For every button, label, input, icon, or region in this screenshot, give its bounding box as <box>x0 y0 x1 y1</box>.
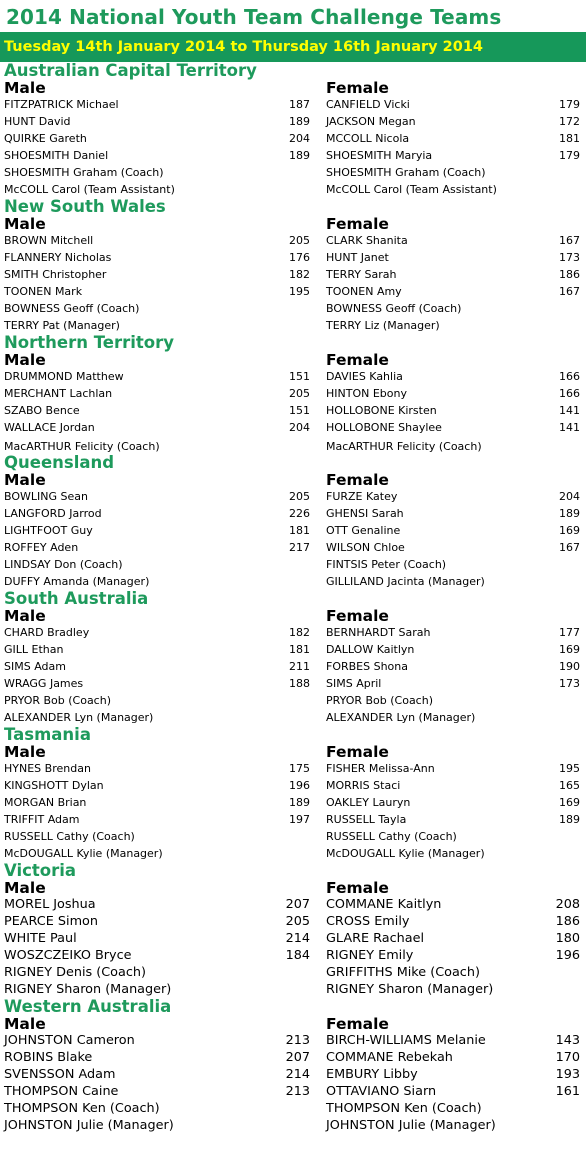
list-item <box>4 1118 310 1133</box>
list-item <box>326 965 580 980</box>
list-item <box>4 403 310 418</box>
male-heading: Male <box>4 79 46 97</box>
player-height: 189 <box>559 813 580 826</box>
list-item <box>326 489 580 504</box>
player-name: LIGHTFOOT Guy <box>4 524 93 537</box>
list-item <box>4 931 310 946</box>
list-item <box>4 318 310 333</box>
player-height: 211 <box>289 660 310 673</box>
player-name: DRUMMOND Matthew <box>4 370 124 383</box>
player-name: JACKSON Megan <box>326 115 416 128</box>
list-item <box>4 659 310 674</box>
player-name: SZABO Bence <box>4 404 80 417</box>
list-item <box>326 182 580 197</box>
player-height: 172 <box>559 115 580 128</box>
player-name: RUSSELL Cathy (Coach) <box>326 830 457 843</box>
player-height: 186 <box>555 914 580 929</box>
list-item <box>4 301 310 316</box>
list-item <box>326 114 580 129</box>
player-height: 169 <box>559 796 580 809</box>
player-name: PRYOR Bob (Coach) <box>4 694 111 707</box>
female-heading: Female <box>326 879 389 897</box>
female-heading: Female <box>326 607 389 625</box>
player-name: OTT Genaline <box>326 524 401 537</box>
list-item <box>326 1050 580 1065</box>
player-name: TOONEN Mark <box>4 285 83 298</box>
player-name: MOREL Joshua <box>4 897 96 912</box>
player-height: 195 <box>559 762 580 775</box>
player-name: DALLOW Kaitlyn <box>326 643 415 656</box>
list-item <box>326 948 580 963</box>
player-name: ALEXANDER Lyn (Manager) <box>4 711 154 724</box>
female-heading: Female <box>326 743 389 761</box>
player-name: GILL Ethan <box>4 643 64 656</box>
player-height: 205 <box>289 387 310 400</box>
player-name: RIGNEY Sharon (Manager) <box>4 982 172 997</box>
list-item <box>4 948 310 963</box>
list-item <box>326 693 580 708</box>
player-name: MacARTHUR Felicity (Coach) <box>326 440 482 453</box>
player-name: SIMS April <box>326 677 382 690</box>
player-name: McCOLL Carol (Team Assistant) <box>326 183 497 196</box>
player-name: SHOESMITH Maryia <box>326 149 433 162</box>
player-name: PEARCE Simon <box>4 914 98 929</box>
player-name: SIMS Adam <box>4 660 66 673</box>
list-item <box>326 250 580 265</box>
player-name: TERRY Pat (Manager) <box>4 319 120 332</box>
list-item <box>4 131 310 146</box>
player-name: PRYOR Bob (Coach) <box>326 694 433 707</box>
player-height: 182 <box>289 626 310 639</box>
player-name: ALEXANDER Lyn (Manager) <box>326 711 476 724</box>
list-item <box>4 778 310 793</box>
list-item <box>326 574 580 589</box>
player-height: 161 <box>555 1084 580 1099</box>
list-item <box>4 812 310 827</box>
player-name: COMMANE Rebekah <box>326 1050 453 1065</box>
player-name: GRIFFITHS Mike (Coach) <box>326 965 480 980</box>
player-height: 184 <box>285 948 310 963</box>
list-item <box>4 795 310 810</box>
list-item <box>326 778 580 793</box>
player-height: 141 <box>559 421 580 434</box>
player-height: 195 <box>289 285 310 298</box>
list-item <box>326 148 580 163</box>
list-item <box>326 540 580 555</box>
player-height: 226 <box>289 507 310 520</box>
list-item <box>4 540 310 555</box>
player-name: WOSZCZEIKO Bryce <box>4 948 132 963</box>
list-item <box>326 1118 580 1133</box>
player-name: LINDSAY Don (Coach) <box>4 558 123 571</box>
female-heading: Female <box>326 79 389 97</box>
player-height: 169 <box>559 643 580 656</box>
player-name: HYNES Brendan <box>4 762 91 775</box>
list-item <box>4 982 310 997</box>
player-name: WRAGG James <box>4 677 84 690</box>
player-height: 186 <box>559 268 580 281</box>
state-name: New South Wales <box>4 197 166 216</box>
list-item <box>4 1084 310 1099</box>
player-name: SVENSSON Adam <box>4 1067 116 1082</box>
player-height: 182 <box>289 268 310 281</box>
list-item <box>4 165 310 180</box>
player-name: McDOUGALL Kylie (Manager) <box>4 847 163 860</box>
page-title: 2014 National Youth Team Challenge Teams <box>6 5 502 29</box>
player-height: 205 <box>285 914 310 929</box>
player-height: 204 <box>559 490 580 503</box>
player-name: HUNT David <box>4 115 71 128</box>
player-height: 170 <box>555 1050 580 1065</box>
list-item <box>326 846 580 861</box>
player-height: 189 <box>289 115 310 128</box>
state-name: Western Australia <box>4 997 172 1016</box>
player-height: 193 <box>555 1067 580 1082</box>
list-item <box>4 386 310 401</box>
list-item <box>326 625 580 640</box>
player-name: CROSS Emily <box>326 914 410 929</box>
player-name: KINGSHOTT Dylan <box>4 779 104 792</box>
player-height: 179 <box>559 149 580 162</box>
player-name: DAVIES Kahlia <box>326 370 403 383</box>
player-name: BOWLING Sean <box>4 490 88 503</box>
list-item <box>4 369 310 384</box>
list-item <box>326 761 580 776</box>
list-item <box>326 914 580 929</box>
list-item <box>4 267 310 282</box>
player-name: CHARD Bradley <box>4 626 90 639</box>
player-height: 208 <box>555 897 580 912</box>
player-height: 151 <box>289 370 310 383</box>
list-item <box>4 557 310 572</box>
list-item <box>326 659 580 674</box>
player-name: HINTON Ebony <box>326 387 407 400</box>
list-item <box>4 489 310 504</box>
list-item <box>4 965 310 980</box>
list-item <box>326 829 580 844</box>
list-item <box>4 846 310 861</box>
player-name: DUFFY Amanda (Manager) <box>4 575 150 588</box>
list-item <box>4 693 310 708</box>
player-name: OAKLEY Lauryn <box>326 796 411 809</box>
list-item <box>326 267 580 282</box>
player-name: RIGNEY Denis (Coach) <box>4 965 146 980</box>
list-item <box>326 318 580 333</box>
player-name: BIRCH-WILLIAMS Melanie <box>326 1033 486 1048</box>
state-name: Victoria <box>4 861 77 880</box>
player-height: 214 <box>285 1067 310 1082</box>
player-name: WHITE Paul <box>4 931 77 946</box>
state-name: Australian Capital Territory <box>4 61 257 80</box>
player-name: RIGNEY Emily <box>326 948 414 963</box>
player-name: MCCOLL Nicola <box>326 132 410 145</box>
female-heading: Female <box>326 351 389 369</box>
list-item <box>4 642 310 657</box>
player-name: MacARTHUR Felicity (Coach) <box>4 440 160 453</box>
player-name: HOLLOBONE Kirsten <box>326 404 437 417</box>
list-item <box>4 182 310 197</box>
player-name: TERRY Liz (Manager) <box>326 319 440 332</box>
player-name: THOMPSON Ken (Coach) <box>326 1101 482 1116</box>
player-name: RUSSELL Tayla <box>326 813 407 826</box>
player-name: COMMANE Kaitlyn <box>326 897 442 912</box>
list-item <box>4 439 310 454</box>
male-heading: Male <box>4 607 46 625</box>
player-name: SHOESMITH Daniel <box>4 149 109 162</box>
list-item <box>4 114 310 129</box>
player-name: THOMPSON Ken (Coach) <box>4 1101 160 1116</box>
player-height: 167 <box>559 541 580 554</box>
player-name: FLANNERY Nicholas <box>4 251 112 264</box>
player-height: 207 <box>285 1050 310 1065</box>
player-name: BROWN Mitchell <box>4 234 94 247</box>
player-height: 181 <box>289 643 310 656</box>
list-item <box>4 829 310 844</box>
player-name: GLARE Rachael <box>326 931 425 946</box>
player-name: BOWNESS Geoff (Coach) <box>326 302 462 315</box>
list-item <box>4 914 310 929</box>
list-item <box>326 420 580 435</box>
player-name: FORBES Shona <box>326 660 409 673</box>
list-item <box>4 1033 310 1048</box>
player-name: HOLLOBONE Shaylee <box>326 421 442 434</box>
player-name: WALLACE Jordan <box>4 421 95 434</box>
list-item <box>326 386 580 401</box>
list-item <box>326 131 580 146</box>
list-item <box>326 931 580 946</box>
list-item <box>326 369 580 384</box>
player-height: 165 <box>559 779 580 792</box>
player-height: 207 <box>285 897 310 912</box>
player-name: BOWNESS Geoff (Coach) <box>4 302 140 315</box>
player-name: WILSON Chloe <box>326 541 405 554</box>
state-name: Northern Territory <box>4 333 175 352</box>
player-height: 143 <box>555 1033 580 1048</box>
list-item <box>4 574 310 589</box>
player-height: 181 <box>289 524 310 537</box>
player-height: 176 <box>289 251 310 264</box>
player-height: 169 <box>559 524 580 537</box>
player-name: MERCHANT Lachlan <box>4 387 113 400</box>
list-item <box>326 301 580 316</box>
male-heading: Male <box>4 1015 46 1033</box>
list-item <box>4 250 310 265</box>
player-height: 190 <box>559 660 580 673</box>
male-heading: Male <box>4 215 46 233</box>
list-item <box>4 761 310 776</box>
player-height: 205 <box>289 490 310 503</box>
player-height: 166 <box>559 387 580 400</box>
player-height: 179 <box>559 98 580 111</box>
player-name: GHENSI Sarah <box>326 507 404 520</box>
player-height: 189 <box>289 796 310 809</box>
player-name: GILLILAND Jacinta (Manager) <box>326 575 485 588</box>
list-item <box>4 625 310 640</box>
player-height: 187 <box>289 98 310 111</box>
list-item <box>4 284 310 299</box>
list-item <box>4 148 310 163</box>
player-name: CANFIELD Vicki <box>326 98 410 111</box>
female-heading: Female <box>326 1015 389 1033</box>
player-name: McDOUGALL Kylie (Manager) <box>326 847 485 860</box>
list-item <box>326 403 580 418</box>
state-name: Tasmania <box>4 725 91 744</box>
player-name: JOHNSTON Julie (Manager) <box>4 1118 174 1133</box>
list-item <box>326 642 580 657</box>
list-item <box>326 557 580 572</box>
female-heading: Female <box>326 471 389 489</box>
player-height: 214 <box>285 931 310 946</box>
player-height: 197 <box>289 813 310 826</box>
list-item <box>4 233 310 248</box>
player-name: FURZE Katey <box>326 490 398 503</box>
list-item <box>326 982 580 997</box>
player-height: 175 <box>289 762 310 775</box>
player-name: MORRIS Staci <box>326 779 401 792</box>
player-name: RUSSELL Cathy (Coach) <box>4 830 135 843</box>
list-item <box>326 1084 580 1099</box>
player-name: FINTSIS Peter (Coach) <box>326 558 447 571</box>
player-height: 173 <box>559 251 580 264</box>
player-height: 189 <box>559 507 580 520</box>
list-item <box>326 1101 580 1116</box>
player-name: TOONEN Amy <box>326 285 402 298</box>
player-name: ROBINS Blake <box>4 1050 93 1065</box>
list-item <box>326 710 580 725</box>
list-item <box>4 523 310 538</box>
list-item <box>326 897 580 912</box>
list-item <box>4 676 310 691</box>
player-name: JOHNSTON Julie (Manager) <box>326 1118 496 1133</box>
male-heading: Male <box>4 471 46 489</box>
player-height: 167 <box>559 234 580 247</box>
list-item <box>4 506 310 521</box>
player-name: HUNT Janet <box>326 251 389 264</box>
list-item <box>4 710 310 725</box>
player-name: McCOLL Carol (Team Assistant) <box>4 183 175 196</box>
player-name: FITZPATRICK Michael <box>4 98 119 111</box>
player-name: ROFFEY Aden <box>4 541 79 554</box>
list-item <box>326 165 580 180</box>
player-height: 205 <box>289 234 310 247</box>
player-height: 167 <box>559 285 580 298</box>
player-height: 196 <box>555 948 580 963</box>
list-item <box>326 233 580 248</box>
player-name: LANGFORD Jarrod <box>4 507 102 520</box>
player-name: RIGNEY Sharon (Manager) <box>326 982 494 997</box>
player-height: 177 <box>559 626 580 639</box>
list-item <box>4 420 310 435</box>
state-name: Queensland <box>4 453 115 472</box>
player-name: CLARK Shanita <box>326 234 408 247</box>
list-item <box>4 97 310 112</box>
male-heading: Male <box>4 351 46 369</box>
player-height: 204 <box>289 132 310 145</box>
player-height: 173 <box>559 677 580 690</box>
date-banner: Tuesday 14th January 2014 to Thursday 16th January 2014 <box>0 32 586 62</box>
player-name: QUIRKE Gareth <box>4 132 87 145</box>
list-item <box>4 1101 310 1116</box>
list-item <box>326 439 580 454</box>
player-height: 141 <box>559 404 580 417</box>
list-item <box>4 897 310 912</box>
list-item <box>4 1067 310 1082</box>
player-height: 188 <box>289 677 310 690</box>
player-name: SHOESMITH Graham (Coach) <box>326 166 486 179</box>
player-height: 189 <box>289 149 310 162</box>
list-item <box>326 1067 580 1082</box>
list-item <box>326 506 580 521</box>
list-item <box>326 523 580 538</box>
list-item <box>326 1033 580 1048</box>
list-item <box>326 97 580 112</box>
player-height: 204 <box>289 421 310 434</box>
male-heading: Male <box>4 879 46 897</box>
player-height: 181 <box>559 132 580 145</box>
player-name: SHOESMITH Graham (Coach) <box>4 166 164 179</box>
player-name: TERRY Sarah <box>326 268 397 281</box>
player-name: EMBURY Libby <box>326 1067 418 1082</box>
player-height: 166 <box>559 370 580 383</box>
player-height: 213 <box>285 1084 310 1099</box>
player-name: MORGAN Brian <box>4 796 87 809</box>
player-name: FISHER Melissa-Ann <box>326 762 435 775</box>
male-heading: Male <box>4 743 46 761</box>
female-heading: Female <box>326 215 389 233</box>
player-name: SMITH Christopher <box>4 268 107 281</box>
list-item <box>326 676 580 691</box>
player-height: 151 <box>289 404 310 417</box>
player-name: TRIFFIT Adam <box>4 813 80 826</box>
player-name: BERNHARDT Sarah <box>326 626 431 639</box>
player-name: THOMPSON Caine <box>4 1084 119 1099</box>
list-item <box>4 1050 310 1065</box>
list-item <box>326 284 580 299</box>
state-name: South Australia <box>4 589 149 608</box>
player-height: 213 <box>285 1033 310 1048</box>
player-height: 180 <box>555 931 580 946</box>
player-height: 217 <box>289 541 310 554</box>
list-item <box>326 795 580 810</box>
list-item <box>326 812 580 827</box>
player-name: JOHNSTON Cameron <box>4 1033 135 1048</box>
player-height: 196 <box>289 779 310 792</box>
player-name: OTTAVIANO Siarn <box>326 1084 437 1099</box>
